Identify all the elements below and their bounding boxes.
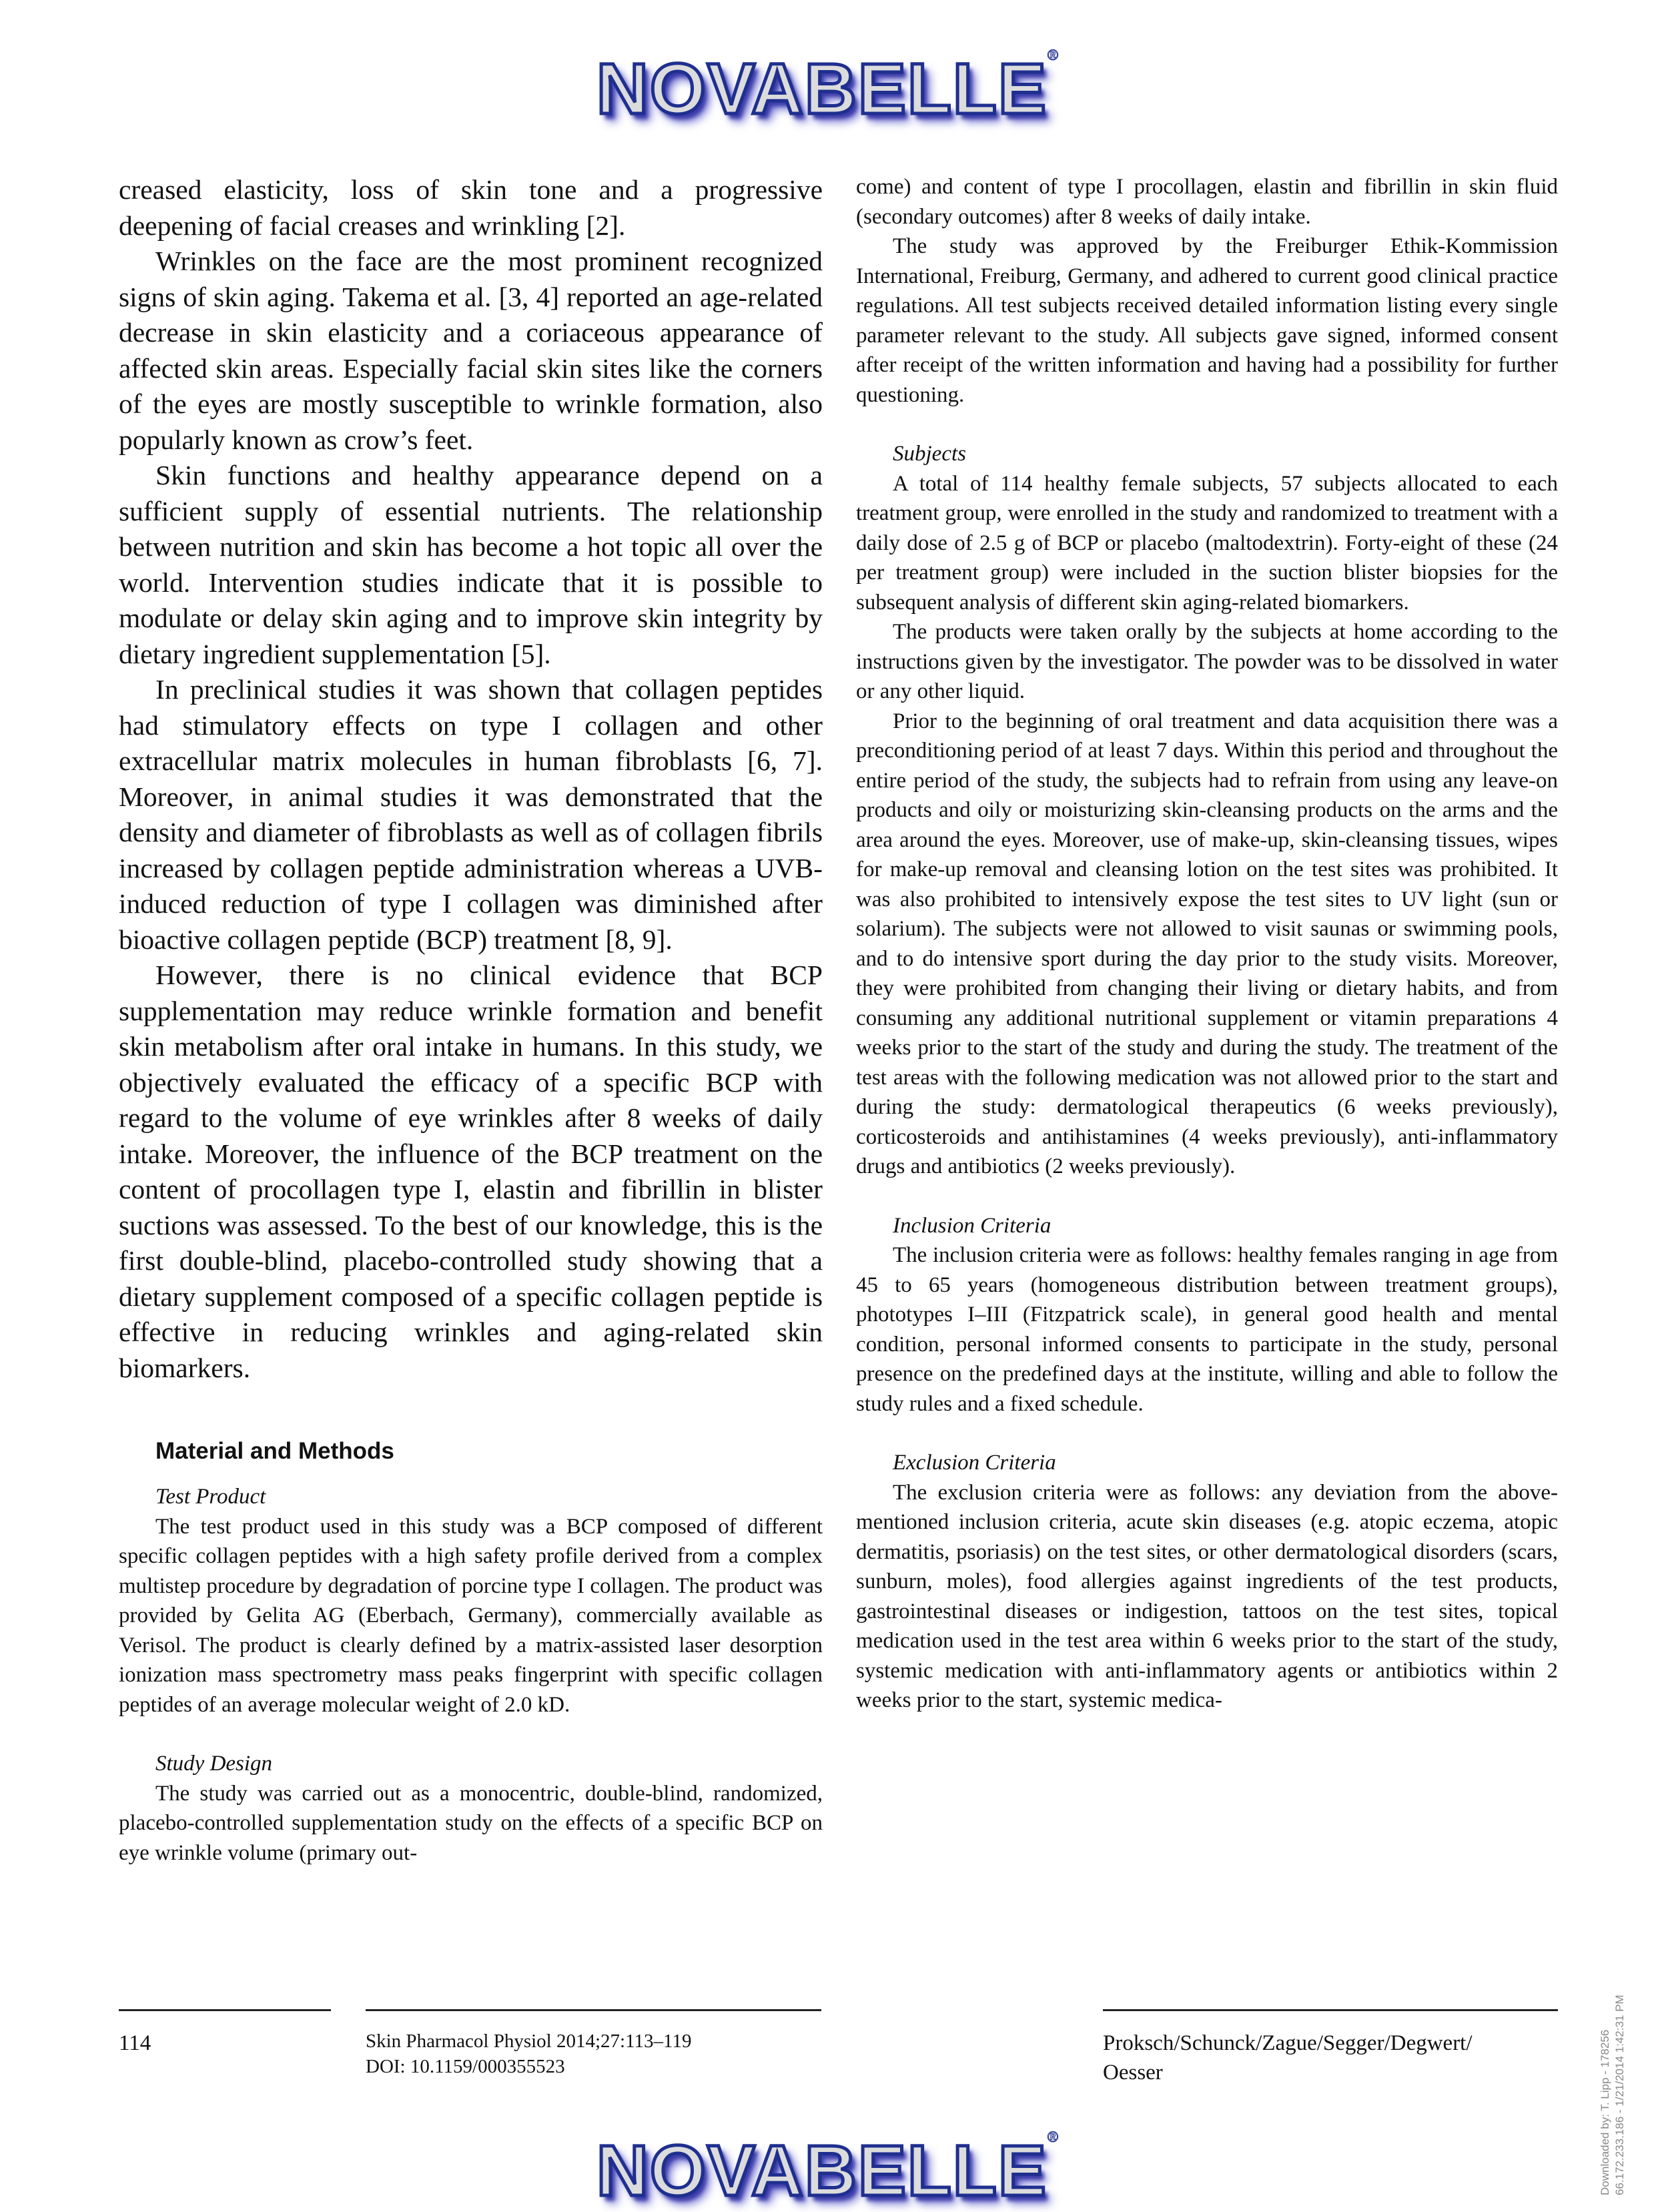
paragraph: In preclinical studies it was shown that collagen peptides had stimulatory effects on type I collagen and other extracellular matrix molecules in human fibroblasts [6, 7]. Moreover, in animal studies it was demonstrated that the density and diameter of fibroblasts as well as of collagen fibrils increased by collagen peptide administration whereas a UVB-induced reduction of type I collagen was diminished after bioactive collagen peptide (BCP) treatment [8, 9]. — [119, 674, 823, 955]
footer-rule — [119, 2009, 331, 2011]
paragraph: The products were taken orally by the subjects at home according to the instructions given by the investigator. The powder was to be dissolved in water or any other liquid. — [856, 620, 1558, 703]
novabelle-logo-bottom — [596, 2129, 1060, 2212]
page-number: 114 — [119, 2031, 151, 2055]
logo-text: NOVABELLE — [596, 2130, 1048, 2211]
doi-link[interactable]: DOI: 10.1159/000355523 — [366, 2056, 565, 2077]
paragraph: The study was carried out as a monocentric, double-blind, randomized, placebo-controlled supplementation study on the effects of a specific BCP on eye wrinkle volume (primary out- — [119, 1781, 823, 1865]
authors — [1103, 2029, 1473, 2087]
paragraph: Wrinkles on the face are the most prominent recognized signs of skin aging. Takema et al. [3, 4] reported an age-related decrease in skin elasticity and a coriaceous appearance of affected skin areas. Especially facial skin sites like the corners of the eyes are mostly susceptible to wrinkle formation, also popularly known as crow’s feet. — [119, 246, 823, 455]
subheading-exclusion-criteria: Exclusion Criteria — [893, 1451, 1056, 1475]
section-heading-material-methods: Material and Methods — [155, 1438, 394, 1464]
subheading-study-design: Study Design — [155, 1752, 273, 1776]
watermark-line: 66.172.233.186 - 1/21/2014 1:42:31 PM — [1613, 1994, 1626, 2195]
journal-name: Skin Pharmacol Physiol 2014;27:113–119 — [366, 2031, 692, 2052]
subheading-inclusion-criteria: Inclusion Criteria — [893, 1213, 1052, 1238]
authors-line: Proksch/Schunck/Zague/Segger/Degwert/ — [1103, 2031, 1473, 2055]
registered-mark: ® — [1047, 47, 1060, 63]
left-column — [119, 172, 823, 1868]
paragraph: The test product used in this study was a BCP composed of different specific collagen peptides with a high safety profile derived from a complex multistep procedure by degradation of porcine type I collagen. The product was provided by Gelita AG (Eberbach, Germany), commercially available as Verisol. The product is clearly defined by a matrix-assisted laser desorption ionization mass spectrometry mass peaks fingerprint with specific collagen peptides of an average molecular weight of 2.0 kD. — [119, 1514, 823, 1717]
paragraph: The exclusion criteria were as follows: any deviation from the above-mentioned inclusion criteria, acute skin diseases (e.g. atopic eczema, atopic dermatitis, psoriasis) on the test sites, or other dermatological disorders (scars, sunburn, moles), food allergies against ingredients of the test products, gastrointestinal diseases or indigestion, tattoos on the test sites, topical medication used in the test area within 6 weeks prior to the start of the study, systemic medication with anti-inflammatory agents or antibiotics within 2 weeks prior to the start, systemic medica- — [856, 1480, 1558, 1712]
paragraph: The study was approved by the Freiburger Ethik-Kommission International, Freiburg, Germany, and adhered to current good clinical practice regulations. All test subjects received detailed information listing every single parameter relevant to the study. All subjects gave signed, informed consent after receipt of the written information and having had a possibility for further questioning. — [856, 234, 1558, 407]
paragraph: The inclusion criteria were as follows: healthy females ranging in age from 45 to 65 years (homogeneous distribution between treatment groups), phototypes I–III (Fitzpatrick scale), in general good health and mental condition, personal informed consents to participate in the study, personal presence on the predefined days at the institute, willing and able to follow the study rules and a fixed schedule. — [856, 1243, 1558, 1416]
journal-citation — [366, 2029, 691, 2079]
authors-line: Oesser — [1103, 2061, 1163, 2085]
paragraph: However, there is no clinical evidence that BCP supplementation may reduce wrinkle formation and benefit skin metabolism after oral intake in humans. In this study, we objectively evaluated the efficacy of a specific BCP with regard to the volume of eye wrinkles after 8 weeks of daily intake. Moreover, the influence of the BCP treatment on the content of procollagen type I, elastin and fibrillin in blister suctions was assessed. To the best of our knowledge, this is the first double-blind, placebo-controlled study showing that a dietary supplement composed of a specific collagen peptide is effective in reducing wrinkles and aging-related skin biomarkers. — [119, 960, 823, 1383]
subheading-test-product: Test Product — [155, 1485, 266, 1509]
paragraph: come) and content of type I procollagen, elastin and fibrillin in skin fluid (secondary outcomes) after 8 weeks of daily intake. — [856, 175, 1558, 229]
paragraph: Prior to the beginning of oral treatment and data acquisition there was a preconditioning period of at least 7 days. Within this period and throughout the entire period of the study, the subjects had to refrain from using any leave-on products and oily or moisturizing skin-cleansing products on the arms and the area around the eyes. Moreover, use of make-up, skin-cleansing tissues, wipes for make-up removal and cleansing lotion on the test sites was prohibited. It was also prohibited to intensively expose the test sites to UV light (sun or solarium). The subjects were not allowed to visit saunas or swimming pools, and to do intensive sport during the day prior to the study visits. Moreover, they were prohibited from changing their living or dietary habits, and from consuming any additional nutritional supplement or vitamin preparations 4 weeks prior to the start of the study and during the study. The treatment of the test areas with the following medication was not allowed prior to the start and during the study: dermatological therapeutics (6 weeks previously), corticosteroids and antihistamines (4 weeks previously), anti-inflammatory drugs and antibiotics (2 weeks previously). — [856, 709, 1558, 1178]
footer-rule — [366, 2009, 821, 2011]
subheading-subjects: Subjects — [893, 442, 966, 466]
paragraph: Skin functions and healthy appearance depend on a sufficient supply of essential nutrients. The relationship between nutrition and skin has become a hot topic all over the world. Intervention studies indicate that it is possible to modulate or delay skin aging and to improve skin integrity by dietary ingredient supplementation [5]. — [119, 460, 823, 669]
registered-mark: ® — [1047, 2129, 1060, 2145]
watermark-line: Downloaded by: T. Lipp - 178256 — [1599, 2029, 1611, 2195]
novabelle-logo-top — [596, 47, 1060, 130]
footer-rule — [1103, 2009, 1558, 2011]
download-watermark — [1598, 1994, 1627, 2195]
logo-text: NOVABELLE — [596, 48, 1048, 129]
right-column — [856, 172, 1558, 1716]
paragraph: creased elasticity, loss of skin tone and a progressive deepening of facial creases and wrinkling [2]. — [119, 174, 823, 241]
paragraph: A total of 114 healthy female subjects, 57 subjects allocated to each treatment group, were enrolled in the study and randomized to treatment with a daily dose of 2.5 g of BCP or placebo (maltodextrin). Forty-eight of these (24 per treatment group) were included in the suction blister biopsies for the subsequent analysis of different skin aging-related biomarkers. — [856, 471, 1558, 615]
